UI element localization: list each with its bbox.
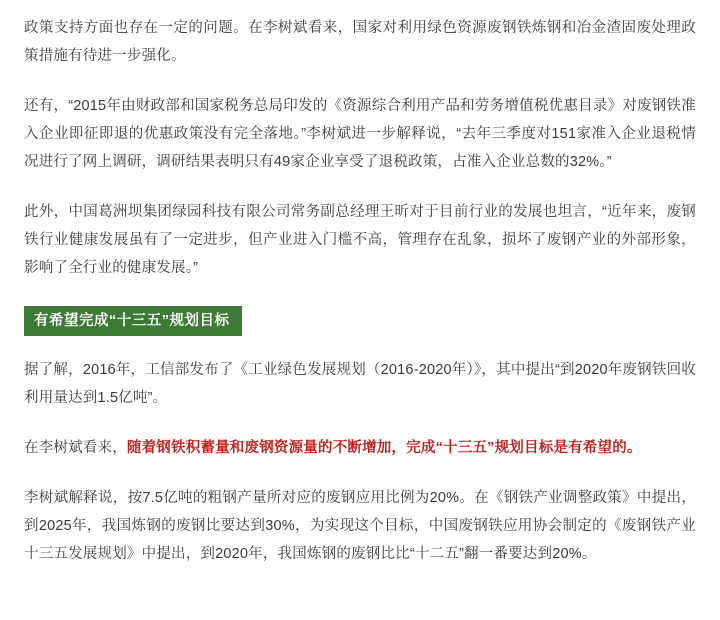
paragraph-5: 李树斌解释说，按7.5亿吨的粗钢产量所对应的废钢应用比例为20%。在《钢铁产业调整政策》中提出，到2025年，我国炼钢的废钢比要达到30%，为实现这个目标，中国废钢铁应用协会制定的《废钢铁产业十三五发展规划》中提出，到2020年，我国炼钢的废钢比比“十二五”翻一番要达到20%。 — [24, 490, 696, 562]
highlight-emphasis: 随着钢铁积蓄量和废钢资源量的不断增加，完成“十三五”规划目标是有希望的。 — [126, 440, 642, 456]
section-heading-wrap — [24, 304, 696, 356]
paragraph-2: 还有，“2015年由财政部和国家税务总局印发的《资源综合利用产品和劳务增值税优惠目录》对废钢铁准入企业即征即退的优惠政策没有完全落地。”李树斌进一步解释说，“去年三季度对151家准入企业退税情况进行了网上调研，调研结果表明只有49家企业享受了退税政策，占准入企业总数的32%。” — [24, 98, 696, 170]
paragraph-3: 此外，中国葛洲坝集团绿园科技有限公司常务副总经理王昕对于目前行业的发展也坦言，“近年来，废钢铁行业健康发展虽有了一定进步，但产业进入门槛不高，管理存在乱象，损坏了废钢产业的外部形象，影响了全行业的健康发展。” — [24, 204, 696, 276]
section-heading: 有希望完成“十三五”规划目标 — [24, 306, 242, 336]
paragraph-4: 据了解，2016年，工信部发布了《工业绿色发展规划（2016-2020年）》，其中提出“到2020年废钢铁回收利用量达到1.5亿吨”。 — [24, 362, 696, 406]
paragraph-1: 政策支持方面也存在一定的问题。在李树斌看来，国家对利用绿色资源废钢铁炼钢和冶金渣固废处理政策措施有待进一步强化。 — [24, 20, 696, 64]
paragraph-highlight — [24, 434, 696, 462]
highlight-lead: 在李树斌看来， — [24, 440, 127, 456]
